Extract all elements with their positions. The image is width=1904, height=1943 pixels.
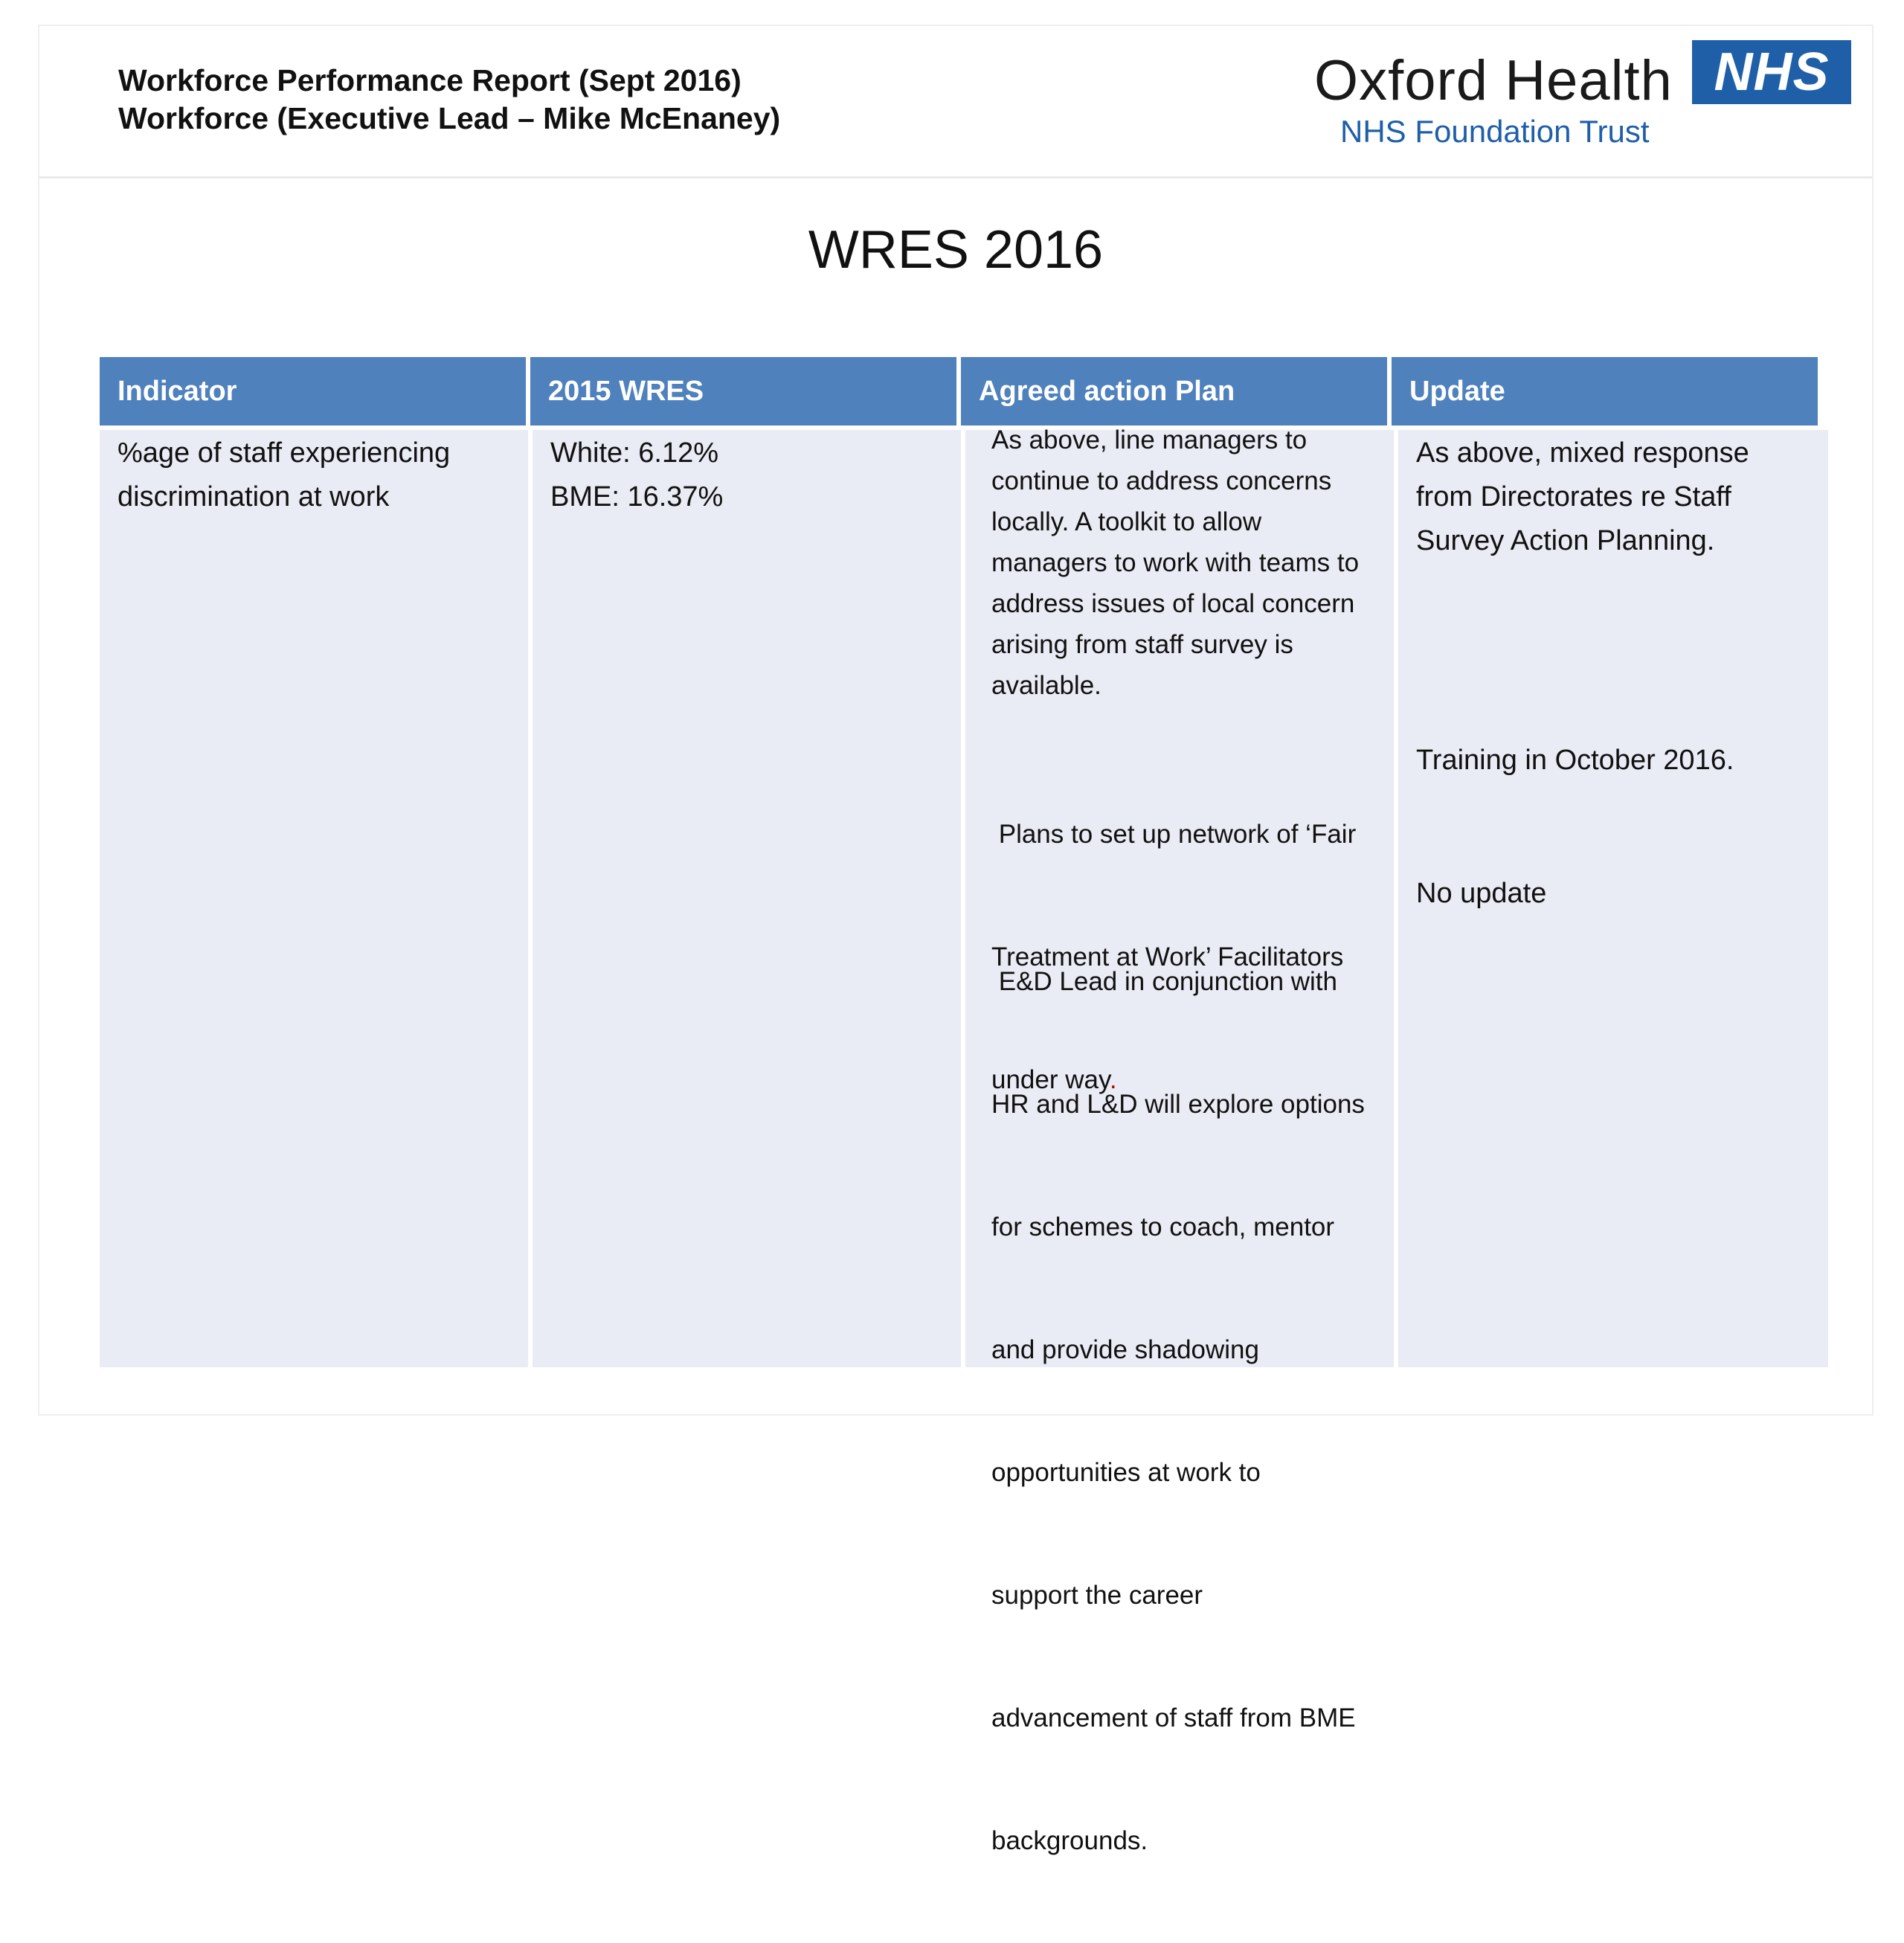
column-header-action-plan: Agreed action Plan bbox=[961, 357, 1387, 425]
wres-table bbox=[100, 357, 1828, 1855]
action-line: available. bbox=[991, 671, 1101, 700]
wres-white-value: White: 6.12% bbox=[550, 437, 718, 469]
action-line: advancement of staff from BME bbox=[991, 1703, 1356, 1732]
column-header-update: Update bbox=[1392, 357, 1818, 425]
update-paragraph-3 bbox=[1416, 872, 1546, 916]
indicator-text bbox=[118, 431, 450, 519]
action-line: Treatment at Work’ Facilitators bbox=[991, 942, 1344, 972]
update-line: from Directorates re Staff bbox=[1416, 481, 1731, 513]
cell-2015-wres bbox=[533, 430, 961, 1367]
org-name-logo: Oxford Health bbox=[1314, 49, 1673, 112]
column-header-indicator: Indicator bbox=[100, 357, 526, 425]
action-plan-paragraph-3 bbox=[991, 879, 1365, 1943]
action-line: managers to work with teams to bbox=[991, 548, 1360, 577]
report-title bbox=[118, 62, 780, 138]
report-title-line-2: Workforce (Executive Lead – Mike McEnaney) bbox=[118, 101, 781, 135]
wres-2015-values bbox=[550, 431, 723, 519]
update-paragraph-2 bbox=[1416, 739, 1734, 783]
action-line: E&D Lead in conjunction with bbox=[991, 967, 1337, 996]
update-line: No update bbox=[1416, 878, 1547, 909]
nhs-logo: NHS bbox=[1692, 40, 1851, 104]
action-line: locally. A toolkit to allow bbox=[991, 507, 1262, 536]
action-line: support the career bbox=[991, 1581, 1203, 1610]
update-line: As above, mixed response bbox=[1416, 437, 1749, 469]
update-paragraph-1 bbox=[1416, 431, 1749, 563]
report-title-line-1: Workforce Performance Report (Sept 2016) bbox=[118, 63, 742, 97]
update-line: Survey Action Planning. bbox=[1416, 525, 1715, 556]
wres-bme-value: BME: 16.37% bbox=[550, 481, 724, 513]
indicator-line: %age of staff experiencing bbox=[118, 437, 451, 469]
action-plan-paragraph-1 bbox=[991, 420, 1359, 706]
action-line: address issues of local concern bbox=[991, 589, 1355, 618]
action-line: HR and L&D will explore options bbox=[991, 1090, 1365, 1119]
action-line: opportunities at work to bbox=[991, 1458, 1261, 1487]
cell-action-plan bbox=[965, 425, 1394, 1855]
period-mark: . bbox=[1109, 1065, 1117, 1094]
cell-indicator bbox=[100, 430, 528, 1367]
indicator-line: discrimination at work bbox=[118, 481, 390, 513]
action-line: and provide shadowing bbox=[991, 1335, 1259, 1364]
slide-title: WRES 2016 bbox=[808, 220, 1104, 280]
action-line-text: under way bbox=[991, 1065, 1110, 1094]
action-line: continue to address concerns bbox=[991, 466, 1332, 495]
cell-update bbox=[1398, 430, 1828, 1367]
slide bbox=[38, 25, 1874, 1855]
action-line: arising from staff survey is bbox=[991, 630, 1293, 659]
action-line: As above, line managers to bbox=[991, 425, 1308, 455]
action-line: backgrounds. bbox=[991, 1826, 1148, 1855]
report-header bbox=[39, 26, 1872, 179]
update-line: Training in October 2016. bbox=[1416, 745, 1734, 776]
column-header-2015-wres: 2015 WRES bbox=[530, 357, 956, 425]
action-line: Plans to set up network of ‘Fair bbox=[991, 820, 1357, 849]
action-line: for schemes to coach, mentor bbox=[991, 1213, 1335, 1242]
org-subtitle: NHS Foundation Trust bbox=[1340, 114, 1650, 149]
